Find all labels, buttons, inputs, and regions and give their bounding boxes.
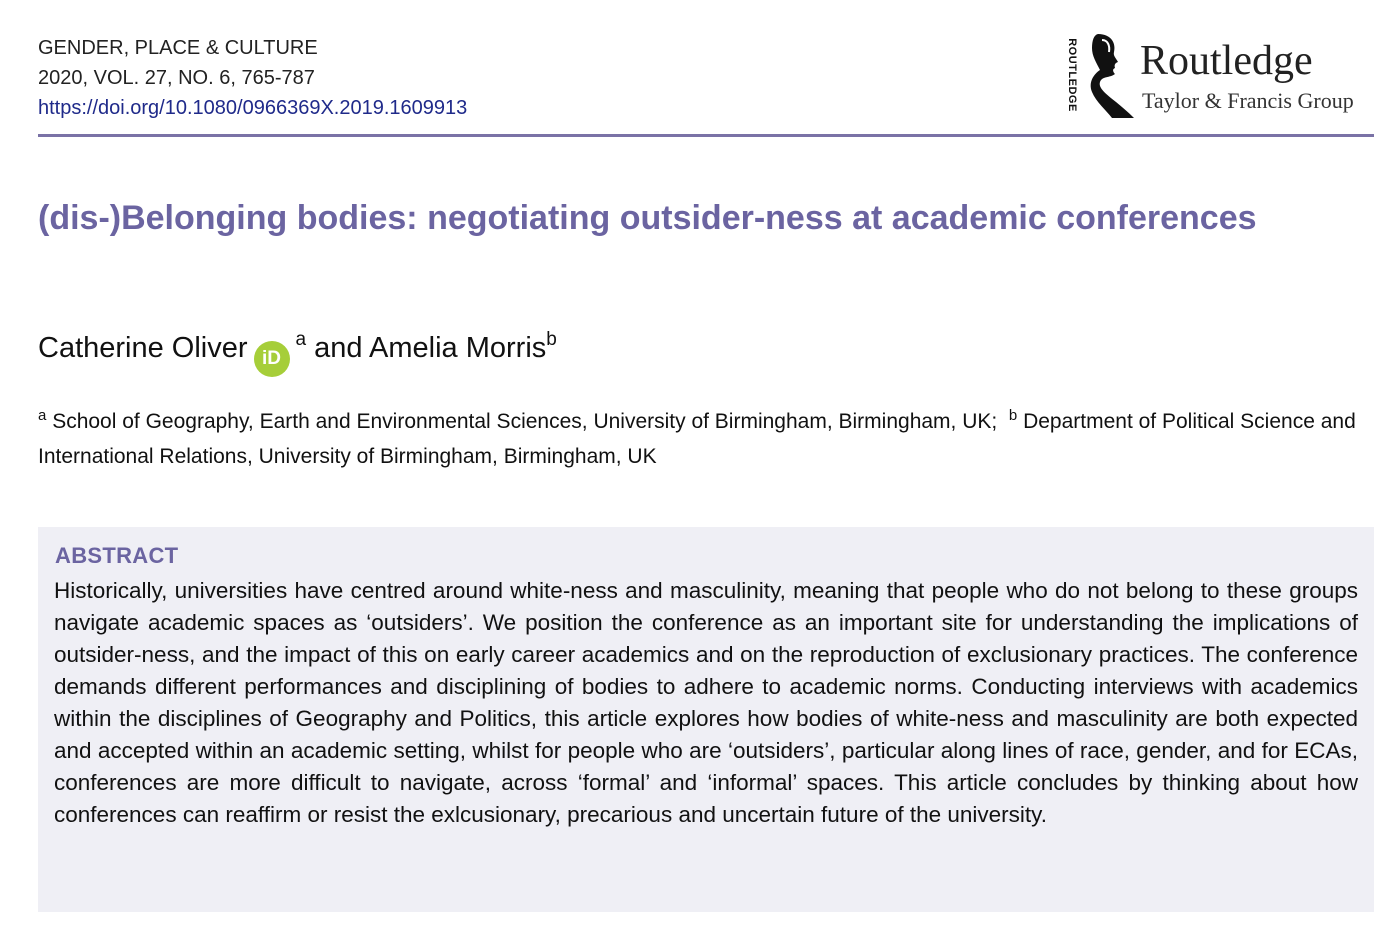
author-line: [38, 326, 557, 377]
doi-link[interactable]: https://doi.org/10.1080/0966369X.2019.1609913: [38, 97, 468, 119]
affiliation-marker: a: [295, 329, 307, 350]
publisher-group: Taylor & Francis Group: [1142, 88, 1354, 113]
abstract-heading: ABSTRACT: [55, 543, 179, 568]
affiliations: [38, 404, 1358, 474]
affiliation-b: Department of Political Science and International Relations, University of Birmingham, Birmingham, UK: [38, 410, 1356, 468]
article-title: (dis-)Belonging bodies: negotiating outsider-ness at academic conferences: [38, 199, 1257, 237]
affiliation-marker: b: [1008, 407, 1018, 424]
orcid-icon[interactable]: iD: [254, 341, 290, 377]
author-name: Amelia Morris: [369, 332, 547, 364]
publisher-name: Routledge: [1140, 38, 1313, 84]
affiliation-marker: b: [546, 329, 557, 350]
affiliation-marker: a: [38, 407, 47, 424]
journal-meta: [38, 33, 467, 123]
author-conjunction: and: [314, 332, 363, 364]
header-divider: [38, 134, 1374, 137]
affiliation-a: School of Geography, Earth and Environmental Sciences, University of Birmingham, Birmingham, UK;: [52, 410, 998, 433]
publisher-vertical-text: ROUTLEDGE: [1066, 38, 1078, 112]
journal-issue: 2020, VOL. 27, NO. 6, 765-787: [38, 67, 315, 89]
publisher-logo: [1064, 32, 1384, 122]
abstract-text: Historically, universities have centred around white-ness and masculinity, meaning that people who do not belong to these groups navigate academic spaces as ‘outsiders’. We position the conference as an important site for understanding the implications of outsider-ness, and the impact of this on early career academics and on the reproduction of exclusionary practices. The conference demands different performances and disciplining of bodies to adhere to academic norms. Conducting interviews with academics within the disciplines of Geography and Politics, this article explores how bodies of white-ness and masculinity are both expected and accepted within an academic setting, whilst for people who are ‘outsiders’, particular along lines of race, gender, and for ECAs, conferences are more difficult to navigate, across ‘formal’ and ‘informal’ spaces. This article concludes by thinking about how conferences can reaffirm or resist the exlcusionary, precarious and uncertain future of the university.: [54, 578, 1358, 827]
author-name: Catherine Oliver: [38, 332, 248, 364]
abstract-section: [38, 527, 1374, 912]
journal-name: GENDER, PLACE & CULTURE: [38, 37, 318, 59]
routledge-profile-icon: [1082, 32, 1138, 120]
